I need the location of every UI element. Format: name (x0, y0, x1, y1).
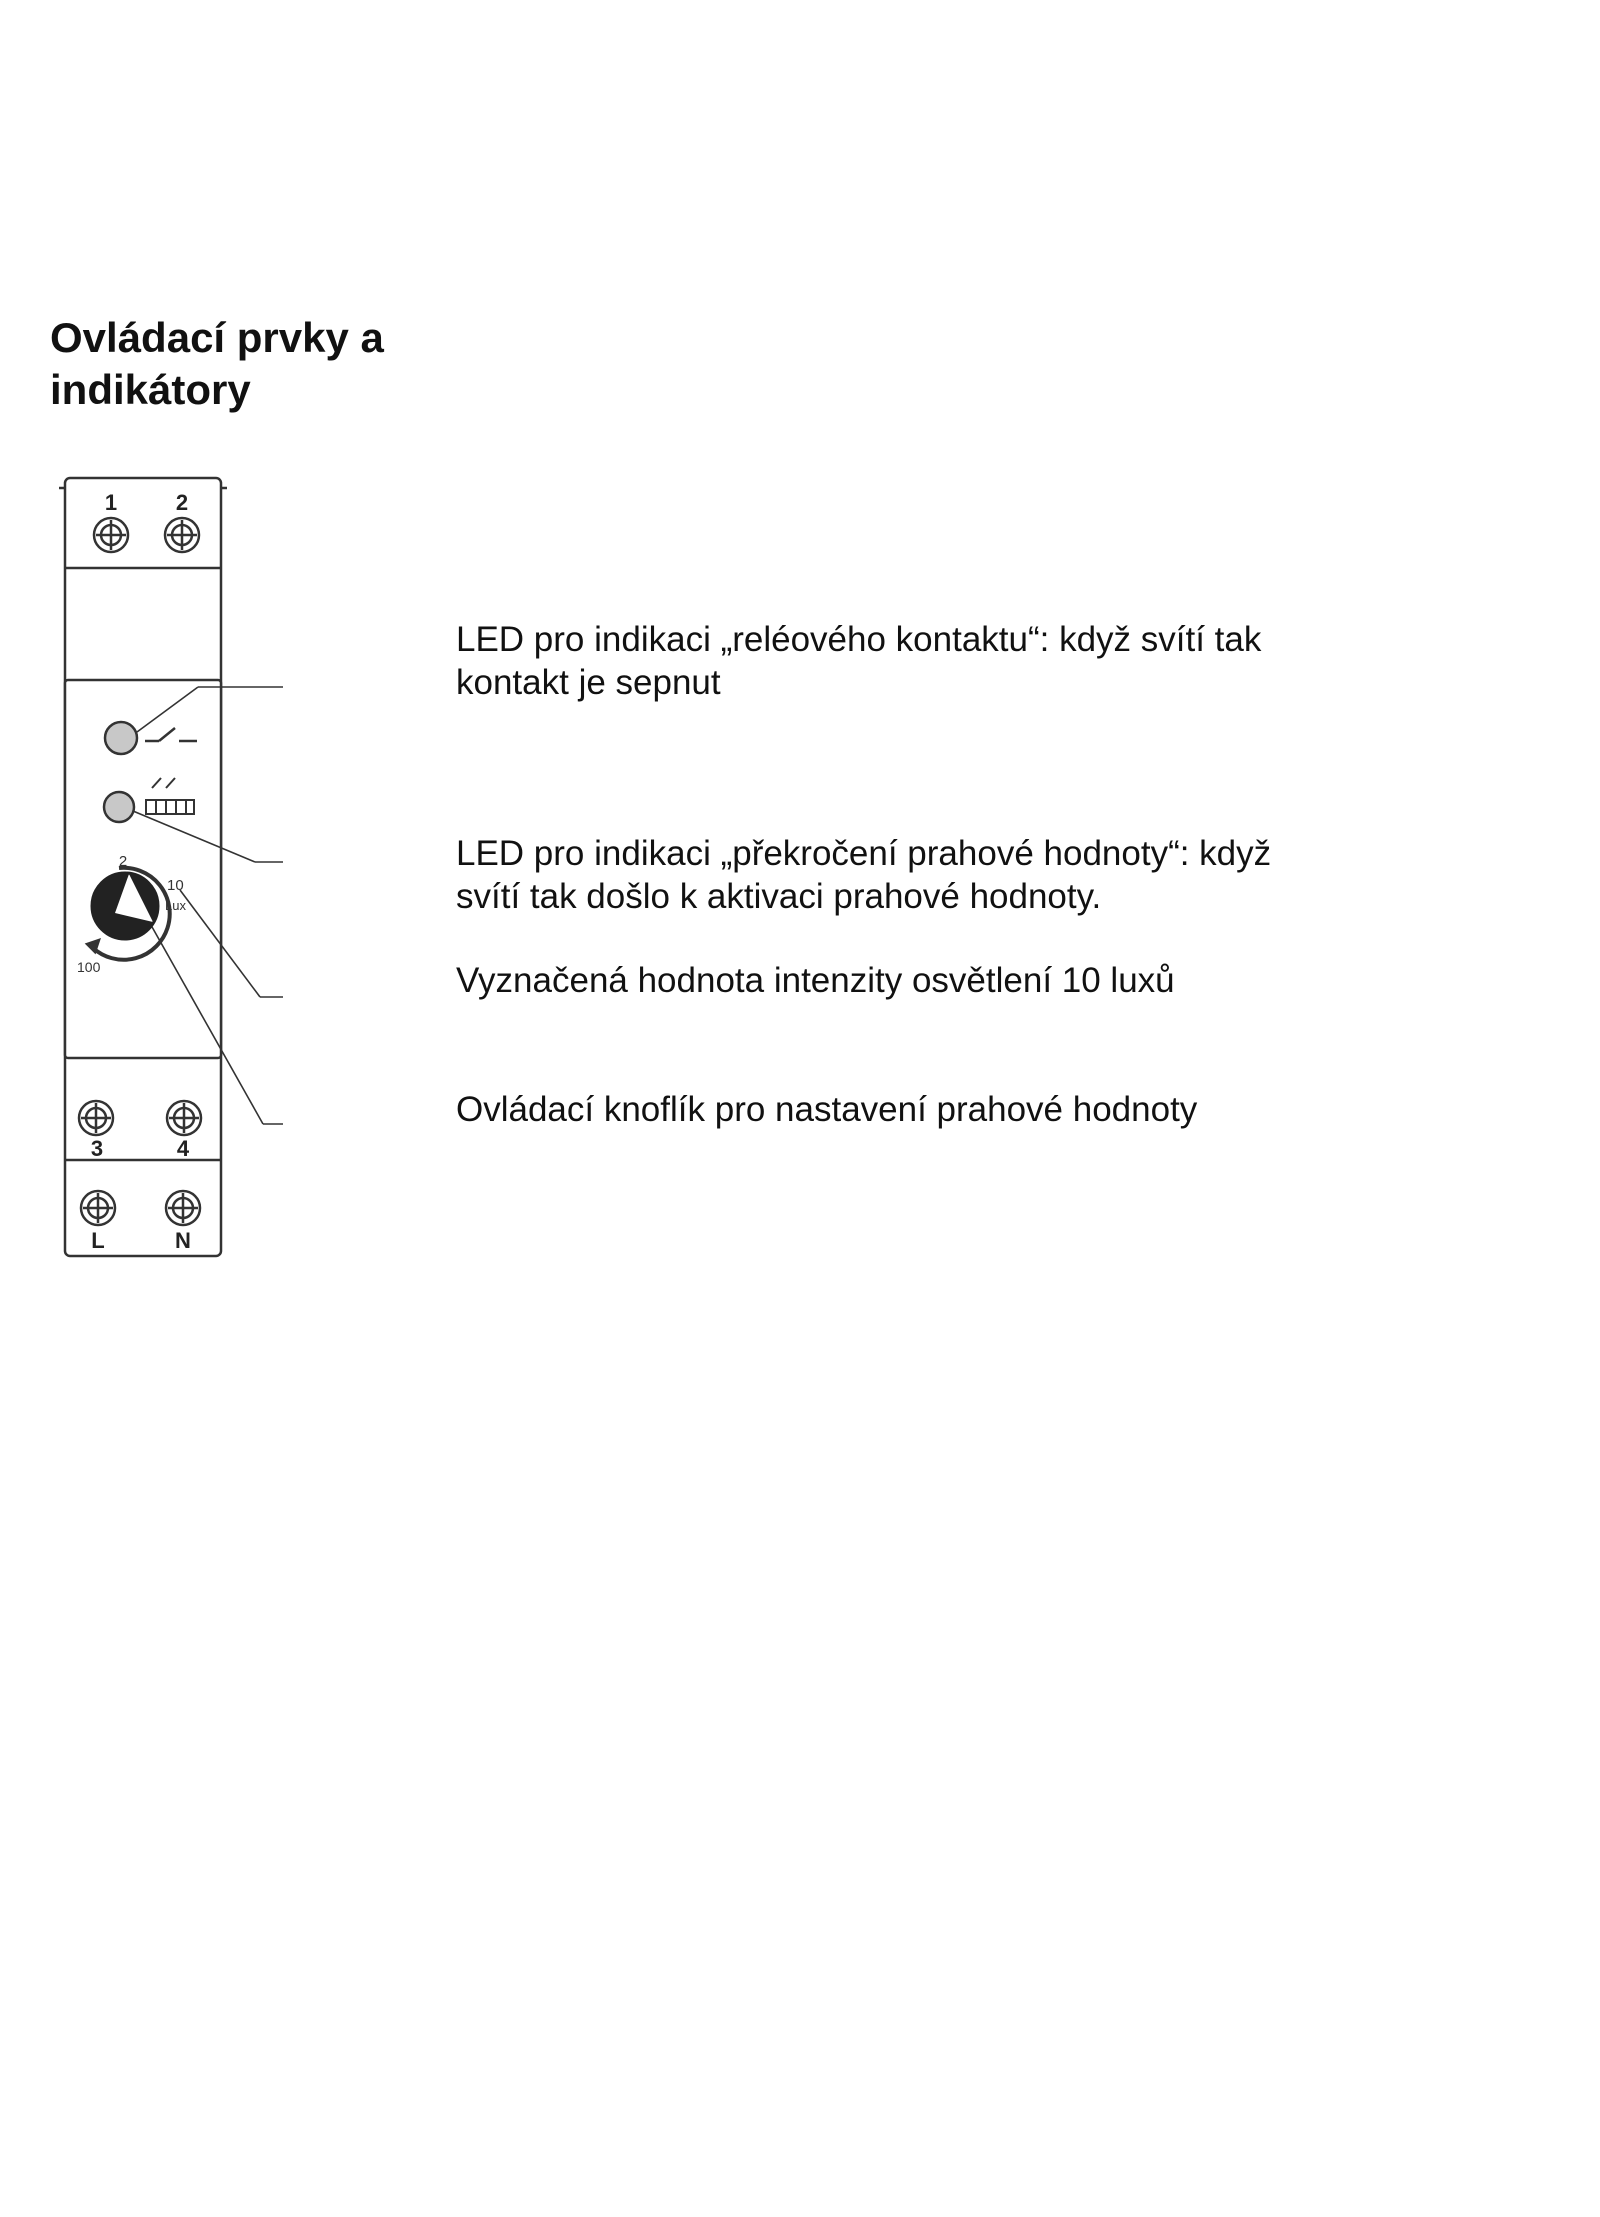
callout-relay-led (456, 618, 1456, 704)
page-heading (50, 312, 470, 416)
callout-relay-led-line-2: kontakt je sepnut (456, 663, 721, 702)
callout-threshold-led (456, 832, 1456, 918)
device-diagram (55, 470, 295, 1270)
dial-label-max: 100 (77, 959, 101, 975)
dial-label-unit: Lux (165, 898, 186, 913)
threshold-knob (92, 873, 158, 939)
front-panel (65, 680, 221, 1058)
callout-threshold-led-line-2: svítí tak došlo k aktivaci prahové hodnoty. (456, 877, 1102, 916)
callout-lux-mark-line-1: Vyznačená hodnota intenzity osvětlení 10 luxů (456, 961, 1175, 1000)
heading-line-1: Ovládací prvky a (50, 314, 384, 361)
terminal-label-l: L (91, 1228, 105, 1253)
relay-led (105, 722, 137, 754)
callout-threshold-led-line-1: LED pro indikaci „překročení prahové hodnoty“: když (456, 834, 1272, 873)
screw-terminal-n (166, 1191, 200, 1225)
callout-lux-mark (456, 959, 1456, 1002)
screw-terminal-3 (79, 1101, 113, 1135)
dial-label-mid: 10 (167, 877, 184, 894)
screw-terminal-l (81, 1191, 115, 1225)
terminal-label-n: N (175, 1228, 191, 1253)
callout-knob-line-1: Ovládací knoflík pro nastavení prahové hodnoty (456, 1090, 1198, 1129)
screw-terminal-4 (167, 1101, 201, 1135)
callout-knob (456, 1088, 1456, 1131)
dial-label-min: 2 (118, 853, 128, 870)
callout-relay-led-line-1: LED pro indikaci „reléového kontaktu“: když svítí tak (456, 620, 1262, 659)
terminal-label-3: 3 (90, 1136, 104, 1161)
terminal-label-1: 1 (104, 490, 118, 515)
screw-terminal-1 (94, 518, 128, 552)
screw-terminal-2 (165, 518, 199, 552)
terminal-label-2: 2 (175, 490, 189, 515)
terminal-label-4: 4 (176, 1136, 190, 1161)
threshold-led (104, 792, 134, 822)
heading-line-2: indikátory (50, 366, 251, 413)
